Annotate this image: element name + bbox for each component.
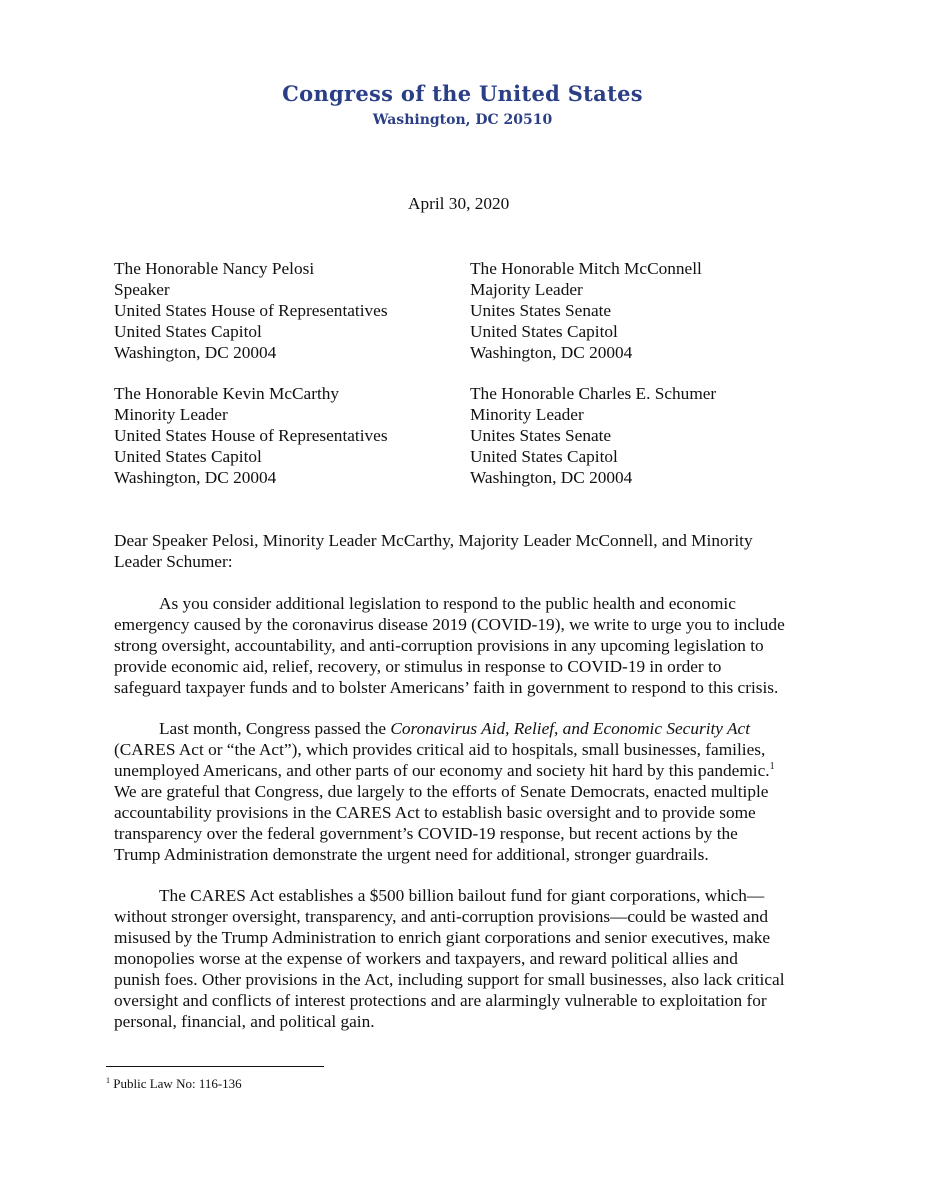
- address-line: The Honorable Mitch McConnell: [470, 259, 702, 278]
- address-line: The Honorable Charles E. Schumer: [470, 384, 717, 403]
- paragraph-text: Last month, Congress passed the: [159, 719, 391, 738]
- address-line: United States House of Representatives: [114, 301, 388, 320]
- address-line: Washington, DC 20004: [470, 343, 633, 362]
- address-line: Washington, DC 20004: [114, 468, 277, 487]
- footnote-reference[interactable]: 1: [769, 761, 775, 772]
- paragraph-1: [114, 593, 822, 698]
- address-line: United States Capitol: [114, 322, 262, 341]
- paragraph-line: safeguard taxpayer funds and to bolster Americans’ faith in government to respond to this crisis.: [114, 678, 779, 697]
- paragraph-line: Trump Administration demonstrate the urgent need for additional, stronger guardrails.: [114, 845, 709, 864]
- address-line: United States House of Representatives: [114, 426, 388, 445]
- paragraph-text: unemployed Americans, and other parts of our economy and society hit hard by this pandemic.: [114, 761, 770, 780]
- paragraph-line: strong oversight, accountability, and anti-corruption provisions in any upcoming legislation to: [114, 636, 764, 655]
- recipient-address-schumer: [470, 383, 716, 488]
- paragraph-line: [114, 760, 822, 781]
- address-line: United States Capitol: [470, 322, 618, 341]
- salutation-line: Leader Schumer:: [114, 552, 233, 571]
- address-line: Washington, DC 20004: [470, 468, 633, 487]
- footnote: [106, 1076, 242, 1092]
- paragraph-line: punish foes. Other provisions in the Act, including support for small businesses, also lack critical: [114, 970, 785, 989]
- footnote-mark: 1: [106, 1076, 110, 1085]
- paragraph-line: misused by the Trump Administration to enrich giant corporations and senior executives, make: [114, 928, 771, 947]
- paragraph-line: As you consider additional legislation to respond to the public health and economic: [159, 594, 736, 613]
- address-line: United States Capitol: [470, 447, 618, 466]
- recipient-address-mccarthy: [114, 383, 388, 488]
- address-line: Unites States Senate: [470, 426, 612, 445]
- letterhead-title: Congress of the United States: [282, 81, 643, 106]
- address-line: Speaker: [114, 280, 170, 299]
- address-line: Washington, DC 20004: [114, 343, 277, 362]
- paragraph-line: (CARES Act or “the Act”), which provides critical aid to hospitals, small businesses, families,: [114, 740, 766, 759]
- address-line: The Honorable Kevin McCarthy: [114, 384, 340, 403]
- paragraph-2: [114, 718, 822, 865]
- recipient-address-pelosi: [114, 258, 388, 363]
- letterhead-subtitle: Washington, DC 20510: [372, 112, 553, 128]
- address-line: The Honorable Nancy Pelosi: [114, 259, 315, 278]
- paragraph-3: [114, 885, 822, 1032]
- footnote-text: Public Law No: 116-136: [113, 1076, 242, 1091]
- paragraph-line: personal, financial, and political gain.: [114, 1012, 375, 1031]
- address-line: Unites States Senate: [470, 301, 612, 320]
- paragraph-line: We are grateful that Congress, due largely to the efforts of Senate Democrats, enacted multiple: [114, 782, 769, 801]
- act-title: Coronavirus Aid, Relief, and Economic Security Act: [390, 719, 750, 738]
- salutation-line: Dear Speaker Pelosi, Minority Leader McCarthy, Majority Leader McConnell, and Minority: [114, 531, 753, 550]
- salutation: [114, 530, 814, 572]
- paragraph-line: provide economic aid, relief, recovery, or stimulus in response to COVID-19 in order to: [114, 657, 722, 676]
- paragraph-line: transparency over the federal government’s COVID-19 response, but recent actions by the: [114, 824, 738, 843]
- paragraph-line: accountability provisions in the CARES Act to establish basic oversight and to provide some: [114, 803, 756, 822]
- paragraph-line: The CARES Act establishes a $500 billion bailout fund for giant corporations, which—: [159, 886, 765, 905]
- address-line: Minority Leader: [470, 405, 584, 424]
- paragraph-line: without stronger oversight, transparency, and anti-corruption provisions—could be wasted and: [114, 907, 768, 926]
- address-line: Majority Leader: [470, 280, 583, 299]
- address-line: Minority Leader: [114, 405, 228, 424]
- recipient-address-mcconnell: [470, 258, 702, 363]
- paragraph-line: [114, 718, 822, 739]
- paragraph-line: emergency caused by the coronavirus disease 2019 (COVID-19), we write to urge you to include: [114, 615, 785, 634]
- paragraph-line: monopolies worse at the expense of workers and taxpayers, and reward political allies and: [114, 949, 738, 968]
- letter-date: April 30, 2020: [408, 194, 510, 213]
- paragraph-line: oversight and conflicts of interest protections and are alarmingly vulnerable to exploitation for: [114, 991, 767, 1010]
- letterhead: [0, 83, 925, 131]
- footnote-divider: [106, 1066, 324, 1067]
- address-line: United States Capitol: [114, 447, 262, 466]
